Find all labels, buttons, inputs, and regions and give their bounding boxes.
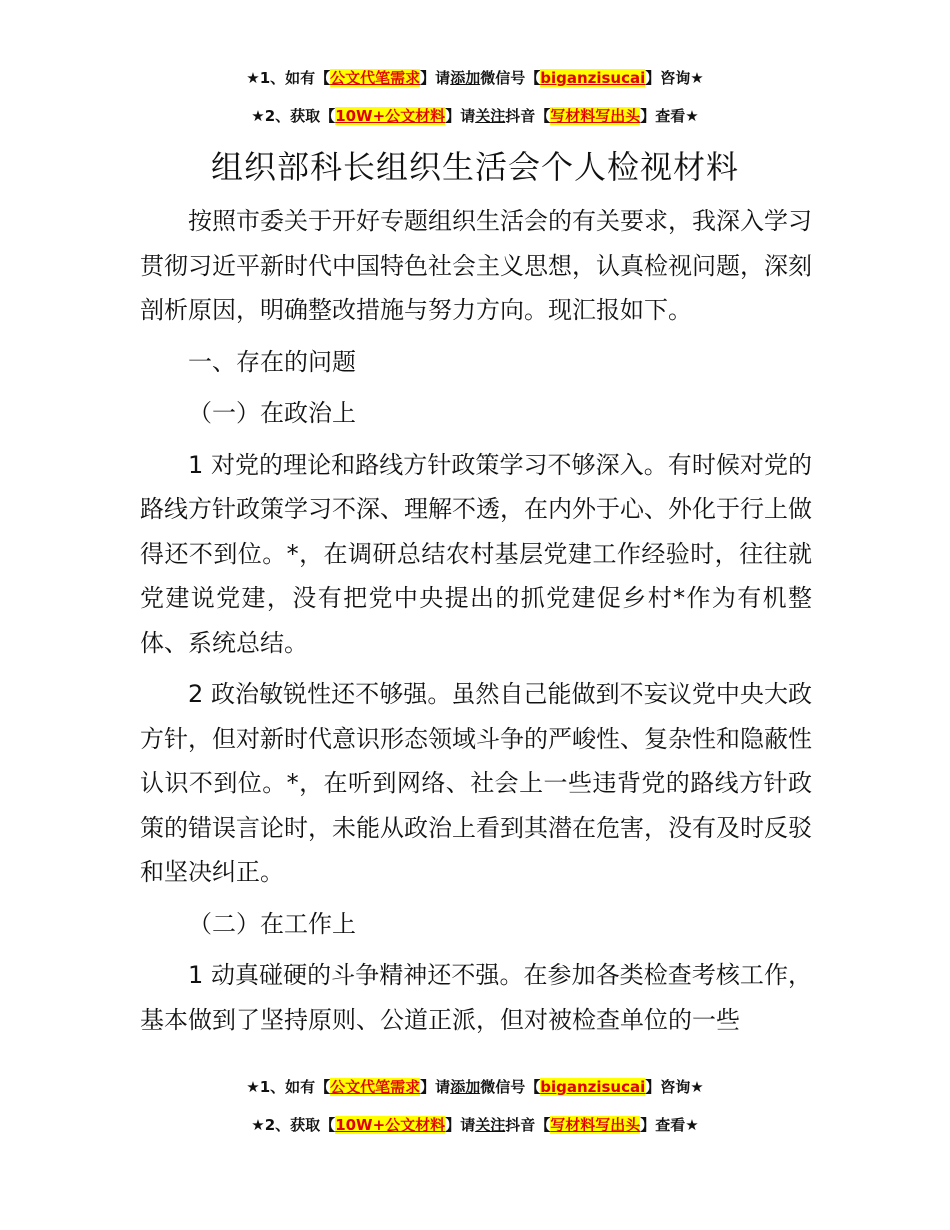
banner-text: 】请 bbox=[420, 1078, 451, 1096]
bottom-banner bbox=[0, 1077, 950, 1135]
body-paragraph: 1 对党的理论和路线方针政策学习不够深入。有时候对党的路线方针政策学习不深、理解不透，在内外于心、外化于行上做得还不到位。*，在调研总结农村基层党建工作经验时，往往就党建说党建，没有把党中央提出的抓党建促乡村*作为有机整体、系统总结。 bbox=[140, 450, 812, 657]
banner-text: 】咨询★ bbox=[645, 69, 704, 87]
banner-text: ★1、如有【 bbox=[246, 69, 331, 87]
banner-text: 】请 bbox=[445, 1116, 476, 1134]
banner-highlight: biganzisucai bbox=[540, 69, 646, 87]
banner-line-1 bbox=[0, 68, 950, 88]
banner-emphasis: 添加 bbox=[450, 1078, 481, 1096]
banner-text: 】咨询★ bbox=[645, 1078, 704, 1096]
banner-text: ★2、获取【 bbox=[251, 107, 336, 125]
banner-text: 微信号【 bbox=[480, 1078, 541, 1096]
banner-line-2 bbox=[0, 106, 950, 126]
banner-emphasis: 关注 bbox=[475, 107, 506, 125]
banner-text: ★1、如有【 bbox=[246, 1078, 331, 1096]
intro-paragraph: 按照市委关于开好专题组织生活会的有关要求，我深入学习贯彻习近平新时代中国特色社会主义思想，认真检视问题，深刻剖析原因，明确整改措施与努力方向。现汇报如下。 bbox=[140, 207, 812, 324]
banner-text: 抖音【 bbox=[505, 107, 551, 125]
banner-highlight: 10W+公文材料 bbox=[335, 107, 446, 125]
banner-text: 】查看★ bbox=[640, 1116, 699, 1134]
section-heading: 一、存在的问题 bbox=[188, 347, 356, 376]
banner-text: 微信号【 bbox=[480, 69, 541, 87]
banner-text: ★2、获取【 bbox=[251, 1116, 336, 1134]
banner-text: 】查看★ bbox=[640, 107, 699, 125]
banner-emphasis: 添加 bbox=[450, 69, 481, 87]
banner-highlight: 公文代笔需求 bbox=[330, 1078, 421, 1096]
banner-emphasis: 关注 bbox=[475, 1116, 506, 1134]
banner-text: 】请 bbox=[420, 69, 451, 87]
body-paragraph: 2 政治敏锐性还不够强。虽然自己能做到不妄议党中央大政方针，但对新时代意识形态领域斗争的严峻性、复杂性和隐蔽性认识不到位。*，在听到网络、社会上一些违背党的路线方针政策的错误言论时，未能从政治上看到其潜在危害，没有及时反驳和坚决纠正。 bbox=[140, 680, 812, 886]
banner-highlight: 写材料写出头 bbox=[550, 107, 641, 125]
body-paragraph: 1 动真碰硬的斗争精神还不强。在参加各类检查考核工作，基本做到了坚持原则、公道正派，但对被检查单位的一些 bbox=[140, 961, 812, 1034]
banner-highlight: 写材料写出头 bbox=[550, 1116, 641, 1134]
banner-highlight: 公文代笔需求 bbox=[330, 69, 421, 87]
banner-line-2 bbox=[0, 1115, 950, 1135]
banner-highlight: 10W+公文材料 bbox=[335, 1116, 446, 1134]
document-title: 组织部科长组织生活会个人检视材料 bbox=[210, 148, 739, 186]
document-body bbox=[140, 199, 812, 1042]
subsection-heading: （二）在工作上 bbox=[188, 909, 356, 938]
banner-text: 】请 bbox=[445, 107, 476, 125]
banner-highlight: biganzisucai bbox=[540, 1078, 646, 1096]
banner-line-1 bbox=[0, 1077, 950, 1097]
subsection-heading: （一）在政治上 bbox=[188, 399, 356, 427]
top-banner bbox=[0, 68, 950, 126]
banner-text: 抖音【 bbox=[505, 1116, 551, 1134]
